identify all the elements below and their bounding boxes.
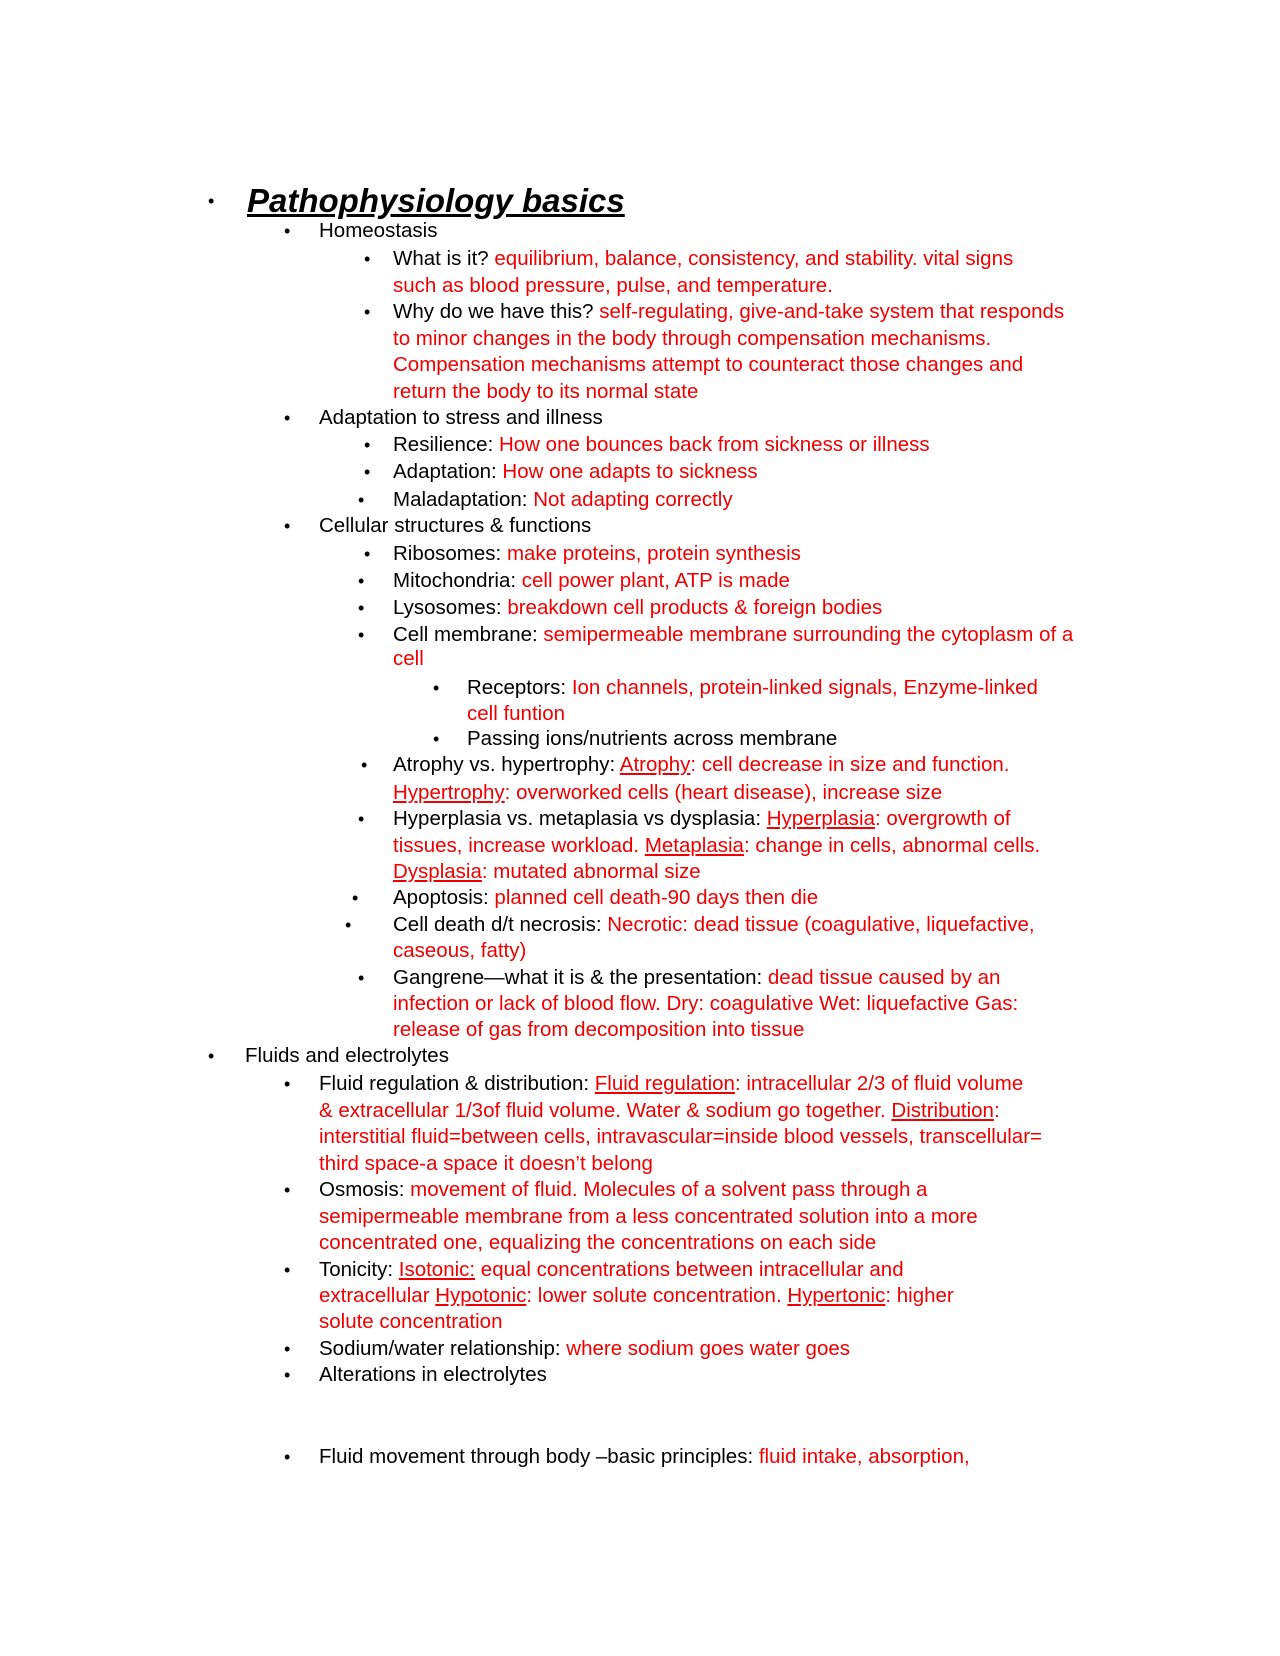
item-fluid-movement [319, 1444, 970, 1471]
bullet-icon: • [433, 729, 440, 749]
bullet-icon: • [364, 462, 371, 482]
term-hypertonic: Hypertonic [787, 1284, 886, 1307]
item-ribosomes [393, 541, 801, 568]
item-electrolytes: Alterations in electrolytes [319, 1363, 547, 1386]
item-label: Receptors: [467, 676, 572, 699]
item-answer: dead tissue caused by an [767, 966, 1001, 989]
bullet-icon: • [208, 191, 215, 211]
bullet-icon: • [284, 408, 291, 428]
item-hyperplasia [393, 806, 1011, 833]
item-answer: : mutated abnormal size [481, 860, 701, 883]
term-hypertrophy: Hypertrophy [393, 781, 505, 804]
term-isotonic: Isotonic: [398, 1258, 476, 1281]
bullet-icon: • [284, 1260, 291, 1280]
item-answer: equal concentrations between intracellular and [475, 1258, 904, 1281]
bullet-icon: • [364, 302, 371, 322]
item-label: Mitochondria: [393, 569, 522, 592]
item-answer: & extracellular 1/3of fluid volume. Water & sodium go together. [319, 1099, 892, 1122]
bullet-icon: • [284, 1180, 291, 1200]
item-label: Sodium/water relationship: [319, 1337, 567, 1360]
item-answer: Necrotic: dead tissue (coagulative, liquefactive, [607, 913, 1035, 936]
item-answer-continued: release of gas from decomposition into tissue [393, 1018, 805, 1041]
item-answer: How one adapts to sickness [502, 460, 758, 483]
item-answer: equilibrium, balance, consistency, and stability. vital signs [494, 247, 1014, 270]
item-answer: tissues, increase workload. [393, 834, 645, 857]
item-adaptation [393, 459, 758, 486]
bullet-icon: • [208, 1046, 215, 1066]
item-answer-continued: to minor changes in the body through compensation mechanisms. [393, 327, 992, 350]
item-label: Why do we have this? [393, 300, 600, 323]
bullet-icon: • [358, 571, 365, 591]
item-answer-continued: interstitial fluid=between cells, intravascular=inside blood vessels, transcellular= [319, 1125, 1042, 1148]
item-lysosomes [393, 595, 882, 622]
item-answer-continued [393, 833, 1040, 860]
item-answer-continued: cell funtion [467, 702, 566, 725]
item-label: Fluid regulation & distribution: [319, 1072, 595, 1095]
term-distribution: Distribution [891, 1099, 994, 1122]
item-answer-continued [319, 1283, 954, 1310]
item-receptors [467, 675, 1038, 702]
item-answer-continued: semipermeable membrane from a less concentrated solution into a more [319, 1205, 978, 1228]
bullet-icon: • [284, 516, 291, 536]
item-label: Cell membrane: [393, 623, 544, 646]
item-label: What is it? [393, 247, 495, 270]
term-metaplasia: Metaplasia [644, 834, 744, 857]
item-label: Cell death d/t necrosis: [393, 913, 608, 936]
item-answer: semipermeable membrane surrounding the cytoplasm of a [543, 623, 1074, 646]
item-answer-continued: concentrated one, equalizing the concentrations on each side [319, 1231, 877, 1254]
item-answer: : overworked cells (heart disease), increase size [504, 781, 943, 804]
item-label: Adaptation: [393, 460, 503, 483]
bullet-icon: • [358, 968, 365, 988]
term-atrophy: Atrophy [619, 753, 691, 776]
heading-adaptation: Adaptation to stress and illness [319, 406, 603, 429]
item-answer: : overgrowth of [874, 807, 1011, 830]
item-what-is-it [393, 246, 1013, 273]
item-answer-continued: solute concentration [319, 1310, 503, 1333]
bullet-icon: • [284, 221, 291, 241]
item-answer-continued [319, 1098, 1000, 1125]
item-answer: : lower solute concentration. [526, 1284, 788, 1307]
item-label: Maladaptation: [393, 488, 534, 511]
item-apoptosis [393, 885, 818, 912]
document-title: Pathophysiology basics [247, 182, 625, 219]
item-sodium-water [319, 1336, 850, 1363]
item-answer: : change in cells, abnormal cells. [743, 834, 1041, 857]
item-maladaptation [393, 487, 733, 514]
item-answer: planned cell death-90 days then die [494, 886, 819, 909]
item-answer: Ion channels, protein-linked signals, Enzyme-linked [571, 676, 1038, 699]
item-answer: cell power plant, ATP is made [521, 569, 790, 592]
item-answer-continued [393, 780, 942, 807]
item-answer: fluid intake, absorption, [758, 1445, 970, 1468]
item-answer-continued: such as blood pressure, pulse, and temperature. [393, 274, 833, 297]
item-answer-continued: return the body to its normal state [393, 380, 699, 403]
term-hypotonic: Hypotonic [435, 1284, 527, 1307]
item-label: Gangrene—what it is & the presentation: [393, 966, 768, 989]
item-answer: Not adapting correctly [533, 488, 733, 511]
bullet-icon: • [352, 888, 359, 908]
bullet-icon: • [284, 1074, 291, 1094]
item-answer-continued [393, 859, 701, 886]
heading-homeostasis: Homeostasis [319, 219, 438, 242]
bullet-icon: • [284, 1447, 291, 1467]
item-atrophy [393, 752, 1010, 779]
item-answer-continued: Compensation mechanisms attempt to counteract those changes and [393, 353, 1024, 376]
item-answer-continued: cell [393, 647, 424, 670]
item-answer: extracellular [319, 1284, 436, 1307]
bullet-icon: • [358, 625, 365, 645]
bullet-icon: • [433, 678, 440, 698]
item-answer: movement of fluid. Molecules of a solvent pass through a [410, 1178, 928, 1201]
item-answer: where sodium goes water goes [566, 1337, 851, 1360]
term-hyperplasia: Hyperplasia [766, 807, 875, 830]
item-answer: : cell decrease in size and function. [690, 753, 1010, 776]
item-label: Osmosis: [319, 1178, 411, 1201]
item-tonicity [319, 1257, 904, 1284]
item-label: Lysosomes: [393, 596, 508, 619]
item-answer: : [993, 1099, 1000, 1122]
item-cell-membrane [393, 622, 1073, 649]
item-label: Atrophy vs. hypertrophy: [393, 753, 620, 776]
item-answer-continued: third space-a space it doesn’t belong [319, 1152, 653, 1175]
item-answer-continued: caseous, fatty) [393, 939, 527, 962]
item-label: Hyperplasia vs. metaplasia vs dysplasia: [393, 807, 767, 830]
item-osmosis [319, 1177, 927, 1204]
item-why [393, 299, 1064, 326]
item-answer: : intracellular 2/3 of fluid volume [734, 1072, 1024, 1095]
item-answer: : higher [885, 1284, 954, 1307]
item-answer: make proteins, protein synthesis [506, 542, 801, 565]
item-label: Ribosomes: [393, 542, 507, 565]
heading-fluids: Fluids and electrolytes [245, 1044, 449, 1067]
item-gangrene [393, 965, 1000, 992]
bullet-icon: • [364, 249, 371, 269]
item-answer: self-regulating, give-and-take system that responds [599, 300, 1065, 323]
item-label: Apoptosis: [393, 886, 495, 909]
item-label: Tonicity: [319, 1258, 399, 1281]
bullet-icon: • [364, 435, 371, 455]
item-answer-continued: infection or lack of blood flow. Dry: coagulative Wet: liquefactive Gas: [393, 992, 1019, 1015]
bullet-icon: • [284, 1339, 291, 1359]
item-necrosis [393, 912, 1035, 939]
term-dysplasia: Dysplasia [393, 860, 482, 883]
bullet-icon: • [345, 915, 352, 935]
item-label: Resilience: [393, 433, 499, 456]
item-mitochondria [393, 568, 790, 595]
item-answer: How one bounces back from sickness or illness [498, 433, 930, 456]
term-fluid-regulation: Fluid regulation [594, 1072, 735, 1095]
item-fluid-regulation [319, 1071, 1023, 1098]
bullet-icon: • [358, 809, 365, 829]
item-passing-ions: Passing ions/nutrients across membrane [467, 727, 838, 750]
bullet-icon: • [358, 598, 365, 618]
bullet-icon: • [361, 755, 368, 775]
heading-cellular: Cellular structures & functions [319, 514, 592, 537]
item-label: Fluid movement through body –basic principles: [319, 1445, 759, 1468]
bullet-icon: • [364, 544, 371, 564]
item-resilience [393, 432, 930, 459]
item-answer: breakdown cell products & foreign bodies [507, 596, 883, 619]
bullet-icon: • [358, 490, 365, 510]
bullet-icon: • [284, 1365, 291, 1385]
